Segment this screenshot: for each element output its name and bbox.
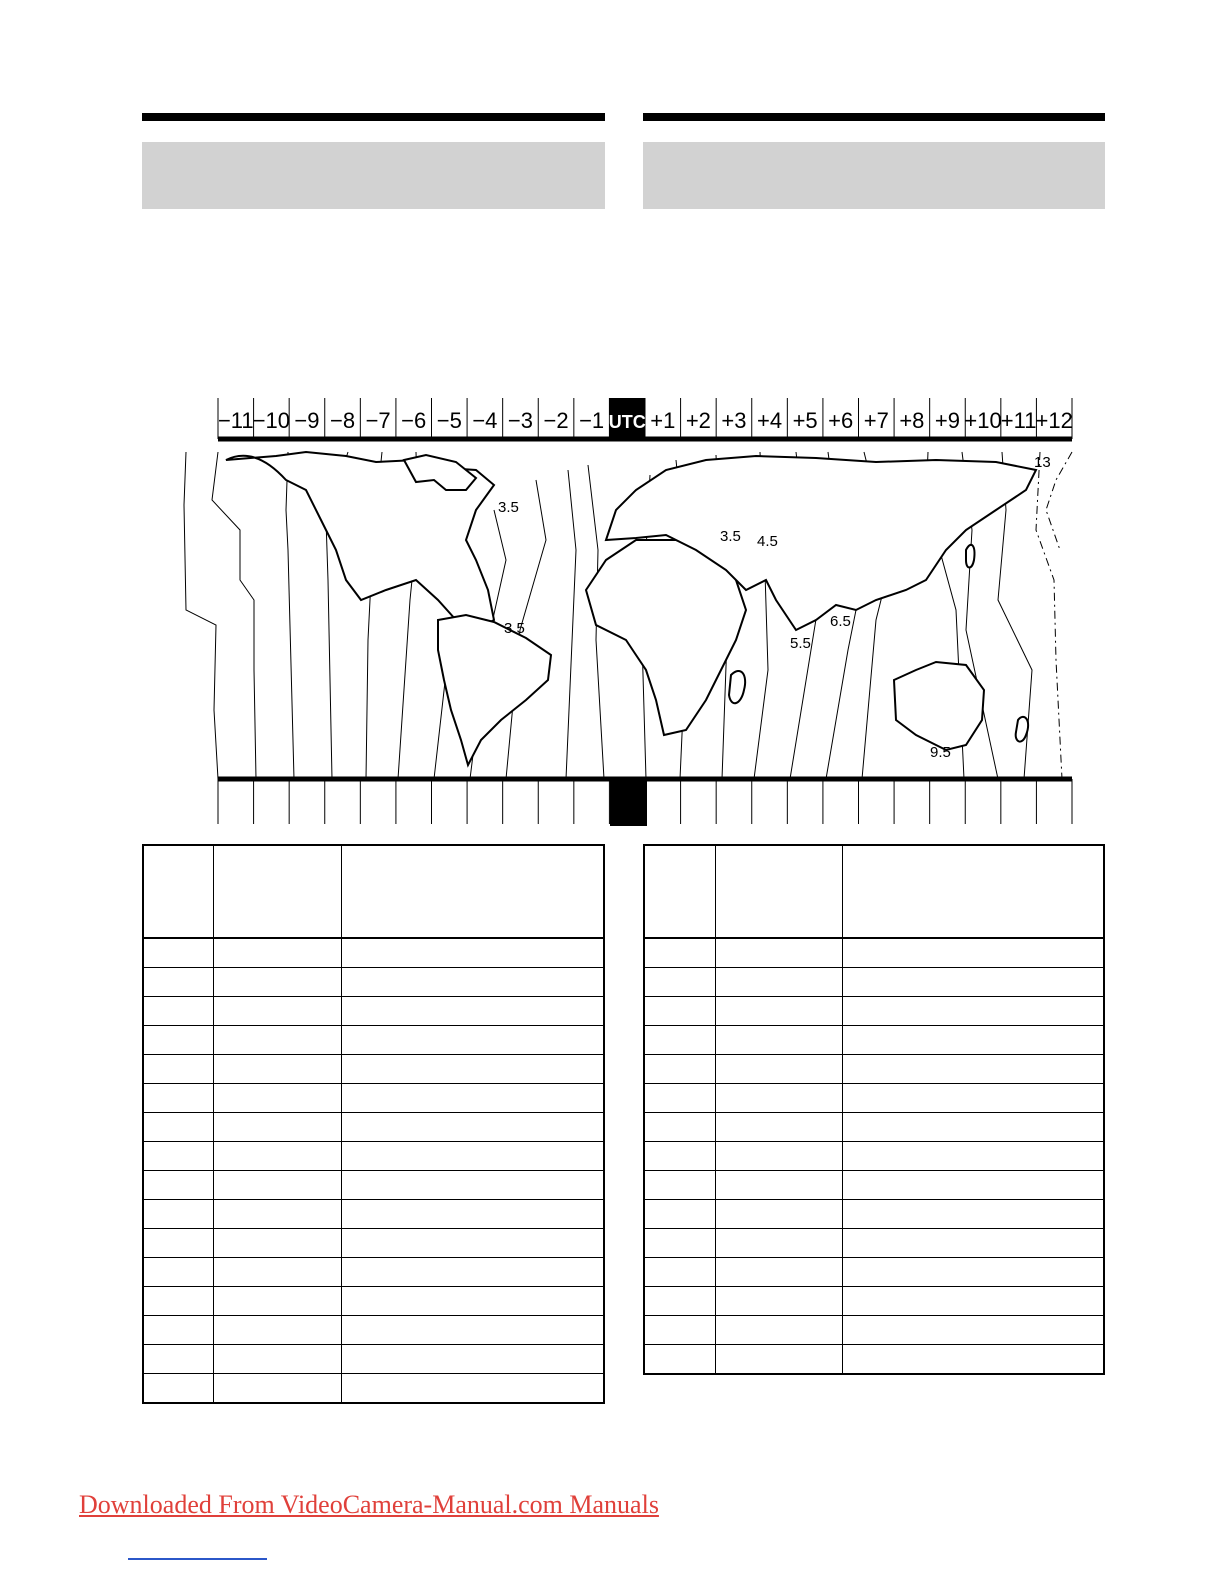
table-row bbox=[143, 1113, 604, 1142]
table-cell bbox=[715, 1316, 842, 1345]
table-cell bbox=[644, 1055, 715, 1084]
table-cell bbox=[143, 1055, 213, 1084]
zone-label: +7 bbox=[863, 408, 889, 433]
table-row bbox=[143, 1055, 604, 1084]
left-time-zone-table bbox=[142, 844, 605, 1404]
table-cell bbox=[842, 1229, 1104, 1258]
table-row bbox=[644, 1113, 1104, 1142]
table-cell bbox=[842, 968, 1104, 997]
madagascar-outline bbox=[729, 671, 745, 703]
table-cell bbox=[143, 1200, 213, 1229]
offset-label: 3.5 bbox=[498, 499, 519, 516]
zone-label: −8 bbox=[329, 408, 356, 433]
table-cell bbox=[644, 1200, 715, 1229]
left-heading-band bbox=[142, 142, 605, 209]
zone-label: −9 bbox=[294, 408, 320, 433]
table-cell bbox=[715, 1084, 842, 1113]
offset-label: 9.5 bbox=[930, 744, 951, 761]
table-row bbox=[143, 1084, 604, 1113]
table-row bbox=[143, 1258, 604, 1287]
table-cell bbox=[341, 1026, 604, 1055]
table-cell bbox=[341, 1374, 604, 1404]
table-cell bbox=[715, 1026, 842, 1055]
zone-label: +10 bbox=[964, 408, 1002, 433]
utc-bottom-block bbox=[610, 781, 647, 826]
table-header-cell bbox=[644, 845, 715, 938]
table-cell bbox=[213, 1258, 341, 1287]
table-cell bbox=[213, 1026, 341, 1055]
table-cell bbox=[213, 1084, 341, 1113]
table-cell bbox=[213, 1345, 341, 1374]
table-cell bbox=[842, 938, 1104, 968]
table-cell bbox=[143, 1229, 213, 1258]
table-cell bbox=[644, 1026, 715, 1055]
table-row bbox=[143, 1171, 604, 1200]
table-cell bbox=[644, 968, 715, 997]
zone-label: −7 bbox=[365, 408, 391, 433]
table-cell bbox=[715, 1345, 842, 1375]
table-cell bbox=[341, 1229, 604, 1258]
table-cell bbox=[715, 968, 842, 997]
south-america-outline bbox=[438, 615, 551, 765]
table-cell bbox=[341, 1084, 604, 1113]
right-heading-band bbox=[643, 142, 1105, 209]
table-cell bbox=[715, 1055, 842, 1084]
zone-label: −3 bbox=[507, 408, 534, 433]
table-cell bbox=[143, 997, 213, 1026]
table-cell bbox=[213, 1142, 341, 1171]
table-cell bbox=[715, 1171, 842, 1200]
table-cell bbox=[143, 1142, 213, 1171]
zone-label: +4 bbox=[756, 408, 783, 433]
footer-download-link[interactable]: Downloaded From VideoCamera-Manual.com Manuals bbox=[79, 1490, 659, 1519]
offset-label: 3.5 bbox=[504, 620, 525, 637]
table-row bbox=[644, 1142, 1104, 1171]
table-cell bbox=[143, 1113, 213, 1142]
table-cell bbox=[143, 1374, 213, 1404]
table-cell bbox=[842, 1345, 1104, 1375]
zone-label: +9 bbox=[934, 408, 961, 433]
table-row bbox=[644, 1287, 1104, 1316]
offset-label: 6.5 bbox=[830, 613, 851, 630]
zone-label: −2 bbox=[543, 408, 569, 433]
table-cell bbox=[341, 938, 604, 968]
zone-label: −1 bbox=[579, 408, 605, 433]
right-section-rule bbox=[643, 113, 1105, 121]
table-cell bbox=[842, 1171, 1104, 1200]
zone-label: −6 bbox=[401, 408, 427, 433]
time-zone-map-svg bbox=[176, 390, 1076, 830]
table-header-cell bbox=[213, 845, 341, 938]
table-row bbox=[143, 1026, 604, 1055]
table-row bbox=[644, 1171, 1104, 1200]
table-cell bbox=[143, 1084, 213, 1113]
table-cell bbox=[644, 1287, 715, 1316]
table-row bbox=[143, 938, 604, 968]
table-row bbox=[143, 1287, 604, 1316]
table-cell bbox=[341, 1258, 604, 1287]
zone-label: −4 bbox=[472, 408, 498, 433]
table-cell bbox=[715, 1287, 842, 1316]
table-cell bbox=[715, 1113, 842, 1142]
table-cell bbox=[644, 1258, 715, 1287]
table-cell bbox=[213, 1055, 341, 1084]
table-cell bbox=[341, 1142, 604, 1171]
table-header-row bbox=[143, 845, 604, 938]
table-header-cell bbox=[715, 845, 842, 938]
table-cell bbox=[143, 968, 213, 997]
world-time-zone-map bbox=[176, 390, 1076, 830]
australia-outline bbox=[894, 662, 984, 750]
offset-label: 4.5 bbox=[757, 533, 778, 550]
table-cell bbox=[715, 1200, 842, 1229]
table-cell bbox=[341, 1200, 604, 1229]
table-row bbox=[644, 1084, 1104, 1113]
table-cell bbox=[213, 1374, 341, 1404]
table-header-cell bbox=[842, 845, 1104, 938]
table-cell bbox=[842, 1200, 1104, 1229]
table-row bbox=[143, 1229, 604, 1258]
table-cell bbox=[213, 968, 341, 997]
table-cell bbox=[341, 1055, 604, 1084]
table-row bbox=[644, 938, 1104, 968]
table-cell bbox=[341, 1345, 604, 1374]
table-cell bbox=[715, 997, 842, 1026]
table-cell bbox=[143, 938, 213, 968]
table-cell bbox=[715, 1142, 842, 1171]
zone-label: +6 bbox=[828, 408, 854, 433]
table-cell bbox=[842, 1084, 1104, 1113]
table-cell bbox=[715, 938, 842, 968]
table-header-cell bbox=[143, 845, 213, 938]
table-cell bbox=[213, 1316, 341, 1345]
offset-label: 5.5 bbox=[790, 635, 811, 652]
table-cell bbox=[715, 1258, 842, 1287]
zone-label: +8 bbox=[899, 408, 925, 433]
table-cell bbox=[842, 1316, 1104, 1345]
table-row bbox=[644, 997, 1104, 1026]
zone-label: +11 bbox=[1000, 408, 1037, 433]
zone-label: +12 bbox=[1035, 408, 1073, 433]
table-cell bbox=[213, 1287, 341, 1316]
right-time-zone-table bbox=[643, 844, 1105, 1375]
zone-label: +5 bbox=[792, 408, 818, 433]
table-cell bbox=[213, 1113, 341, 1142]
table-cell bbox=[644, 1084, 715, 1113]
table-cell bbox=[842, 1287, 1104, 1316]
table-cell bbox=[143, 1345, 213, 1374]
zone-label: +2 bbox=[685, 408, 711, 433]
table-cell bbox=[341, 968, 604, 997]
table-cell bbox=[644, 938, 715, 968]
table-row bbox=[143, 1142, 604, 1171]
zone-label: −11 bbox=[217, 408, 254, 433]
zone-label: +3 bbox=[721, 408, 747, 433]
table-row bbox=[143, 1345, 604, 1374]
zone-label: UTC bbox=[608, 412, 646, 432]
table-cell bbox=[143, 1026, 213, 1055]
table-cell bbox=[644, 1316, 715, 1345]
table-cell bbox=[213, 997, 341, 1026]
table-cell bbox=[341, 1316, 604, 1345]
table-header-cell bbox=[341, 845, 604, 938]
table-cell bbox=[213, 1229, 341, 1258]
table-cell bbox=[213, 1200, 341, 1229]
japan-outline bbox=[966, 545, 974, 568]
table-row bbox=[143, 1200, 604, 1229]
table-row bbox=[143, 1316, 604, 1345]
table-cell bbox=[715, 1229, 842, 1258]
table-cell bbox=[842, 1026, 1104, 1055]
table-cell bbox=[842, 1258, 1104, 1287]
offset-label: 3.5 bbox=[720, 528, 741, 545]
africa-outline bbox=[586, 540, 746, 735]
table-cell bbox=[213, 1171, 341, 1200]
continent-outlines bbox=[226, 452, 1036, 765]
table-cell bbox=[213, 938, 341, 968]
zone-label: −10 bbox=[252, 408, 291, 433]
table-cell bbox=[143, 1171, 213, 1200]
table-row bbox=[644, 1229, 1104, 1258]
zone-label: +1 bbox=[650, 408, 676, 433]
table-cell bbox=[341, 1113, 604, 1142]
table-header-row bbox=[644, 845, 1104, 938]
table-row bbox=[644, 968, 1104, 997]
table-cell bbox=[143, 1287, 213, 1316]
table-cell bbox=[644, 1345, 715, 1375]
offset-label: 13 bbox=[1034, 454, 1051, 471]
table-cell bbox=[341, 997, 604, 1026]
table-cell bbox=[644, 1229, 715, 1258]
table-cell bbox=[143, 1258, 213, 1287]
table-row bbox=[143, 968, 604, 997]
new-zealand-outline bbox=[1016, 717, 1028, 742]
table-cell bbox=[644, 997, 715, 1026]
table-row bbox=[644, 1200, 1104, 1229]
table-row bbox=[644, 1345, 1104, 1375]
table-cell bbox=[842, 1142, 1104, 1171]
zone-label: −5 bbox=[436, 408, 462, 433]
table-cell bbox=[341, 1287, 604, 1316]
table-cell bbox=[842, 1055, 1104, 1084]
table-row bbox=[644, 1026, 1104, 1055]
table-cell bbox=[644, 1142, 715, 1171]
table-row bbox=[644, 1055, 1104, 1084]
table-cell bbox=[644, 1113, 715, 1142]
table-cell bbox=[143, 1316, 213, 1345]
footer-accent-line bbox=[128, 1558, 267, 1560]
table-row bbox=[143, 997, 604, 1026]
table-cell bbox=[341, 1171, 604, 1200]
table-row bbox=[644, 1258, 1104, 1287]
table-cell bbox=[842, 1113, 1104, 1142]
table-cell bbox=[644, 1171, 715, 1200]
table-row bbox=[143, 1374, 604, 1404]
table-row bbox=[644, 1316, 1104, 1345]
table-cell bbox=[842, 997, 1104, 1026]
left-section-rule bbox=[142, 113, 605, 121]
